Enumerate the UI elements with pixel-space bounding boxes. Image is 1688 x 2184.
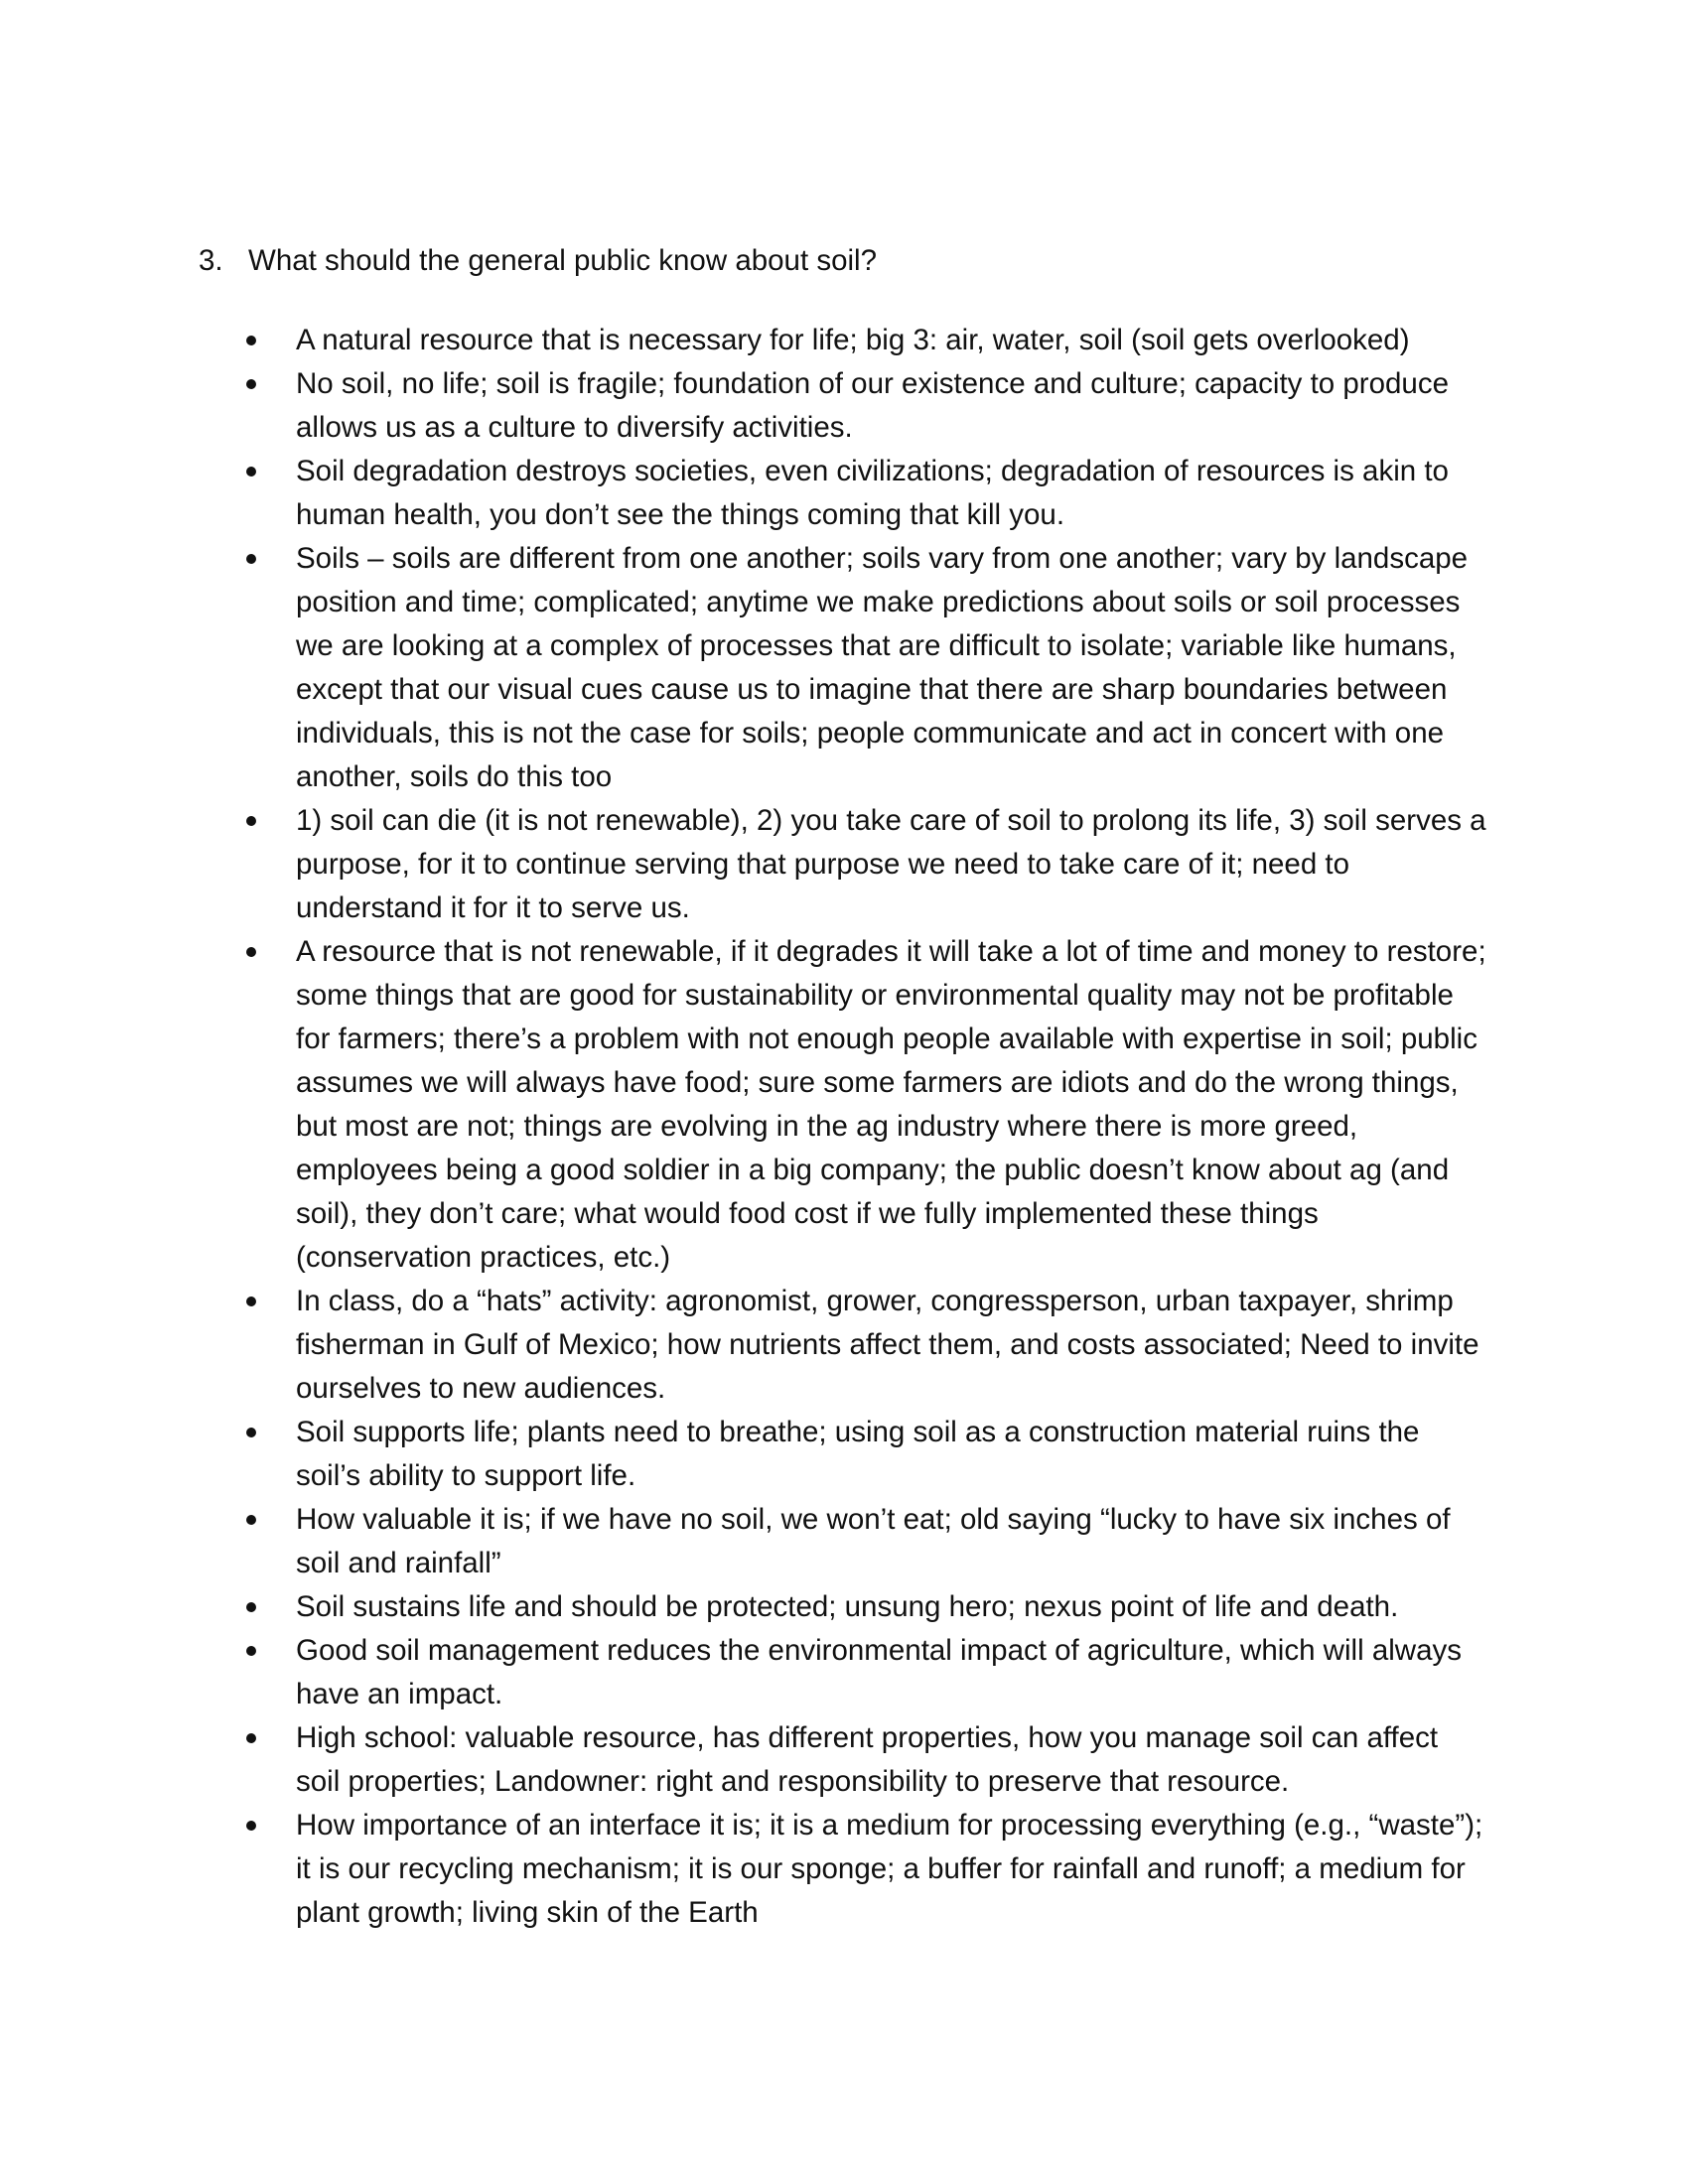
list-item [246, 450, 1489, 537]
list-item-text: High school: valuable resource, has different properties, how you manage soil can affect soil properties; Landowner: right and responsibility to preserve that resource. [296, 1721, 1439, 1798]
list-item-text: Soil supports life; plants need to breathe; using soil as a construction material ruins the soil’s ability to support life. [296, 1416, 1420, 1492]
list-item-text: How valuable it is; if we have no soil, we won’t eat; old saying “lucky to have six inches of soil and rainfall” [296, 1503, 1451, 1579]
list-item [246, 1629, 1489, 1716]
list-item [246, 799, 1489, 930]
bullet-icon [246, 1821, 256, 1831]
list-item-text: A resource that is not renewable, if it degrades it will take a lot of time and money to restore; some things that are good for sustainability or environmental quality may not be profitable for farmers; there’s a problem with not enough people available with expertise in soil; public assumes we will always have food; sure some farmers are idiots and do the wrong things, but most are not; things are evolving in the ag industry where there is more greed, employees being a good soldier in a big company; the public doesn’t know about ag (and soil), they don’t care; what would food cost if we fully implemented these things (conservation practices, etc.) [296, 935, 1486, 1274]
list-item [246, 1498, 1489, 1585]
question-text: What should the general public know about soil? [248, 244, 878, 277]
bullet-icon [246, 947, 256, 957]
list-item [246, 537, 1489, 799]
list-item [246, 930, 1489, 1280]
bullet-icon [246, 336, 256, 345]
bullet-icon [246, 1733, 256, 1743]
list-item [246, 1585, 1489, 1629]
list-item [246, 1280, 1489, 1411]
bullet-icon [246, 467, 256, 477]
list-item-text: Soil degradation destroys societies, even civilizations; degradation of resources is akin to human health, you don’t see the things coming that kill you. [296, 455, 1449, 531]
list-item [246, 362, 1489, 450]
list-item-text: In class, do a “hats” activity: agronomist, grower, congressperson, urban taxpayer, shrimp fisherman in Gulf of Mexico; how nutrients affect them, and costs associated; Need to invite ourselves to new audiences. [296, 1285, 1479, 1405]
bullet-icon [246, 1646, 256, 1656]
question-number: 3. [199, 244, 223, 277]
bullet-icon [246, 1428, 256, 1437]
list-item-text: 1) soil can die (it is not renewable), 2) you take care of soil to prolong its life, 3) soil serves a purpose, for it to continue serving that purpose we need to take care of it; need to understand it for it to serve us. [296, 804, 1486, 924]
bullet-icon [246, 1602, 256, 1612]
list-item-text: How importance of an interface it is; it is a medium for processing everything (e.g., “waste”); it is our recycling mechanism; it is our sponge; a buffer for rainfall and runoff; a medium for plant growth; living skin of the Earth [296, 1809, 1483, 1929]
question-heading [199, 239, 1489, 283]
list-item-text: Good soil management reduces the environmental impact of agriculture, which will always have an impact. [296, 1634, 1463, 1710]
list-item [246, 1411, 1489, 1498]
list-item-text: Soil sustains life and should be protected; unsung hero; nexus point of life and death. [296, 1590, 1399, 1623]
list-item [246, 319, 1489, 362]
answer-list [246, 319, 1489, 1935]
list-item [246, 1716, 1489, 1804]
bullet-icon [246, 1515, 256, 1525]
list-item [246, 1804, 1489, 1935]
bullet-icon [246, 816, 256, 826]
bullet-icon [246, 1297, 256, 1306]
list-item-text: Soils – soils are different from one another; soils vary from one another; vary by landscape position and time; complicated; anytime we make predictions about soils or soil processes we are looking at a complex of processes that are difficult to isolate; variable like humans, except that our visual cues cause us to imagine that there are sharp boundaries between individuals, this is not the case for soils; people communicate and act in concert with one another, soils do this too [296, 542, 1469, 793]
bullet-icon [246, 379, 256, 389]
list-item-text: A natural resource that is necessary for life; big 3: air, water, soil (soil gets overlooked) [296, 324, 1410, 356]
list-item-text: No soil, no life; soil is fragile; foundation of our existence and culture; capacity to produce allows us as a culture to diversify activities. [296, 367, 1449, 444]
bullet-icon [246, 554, 256, 564]
